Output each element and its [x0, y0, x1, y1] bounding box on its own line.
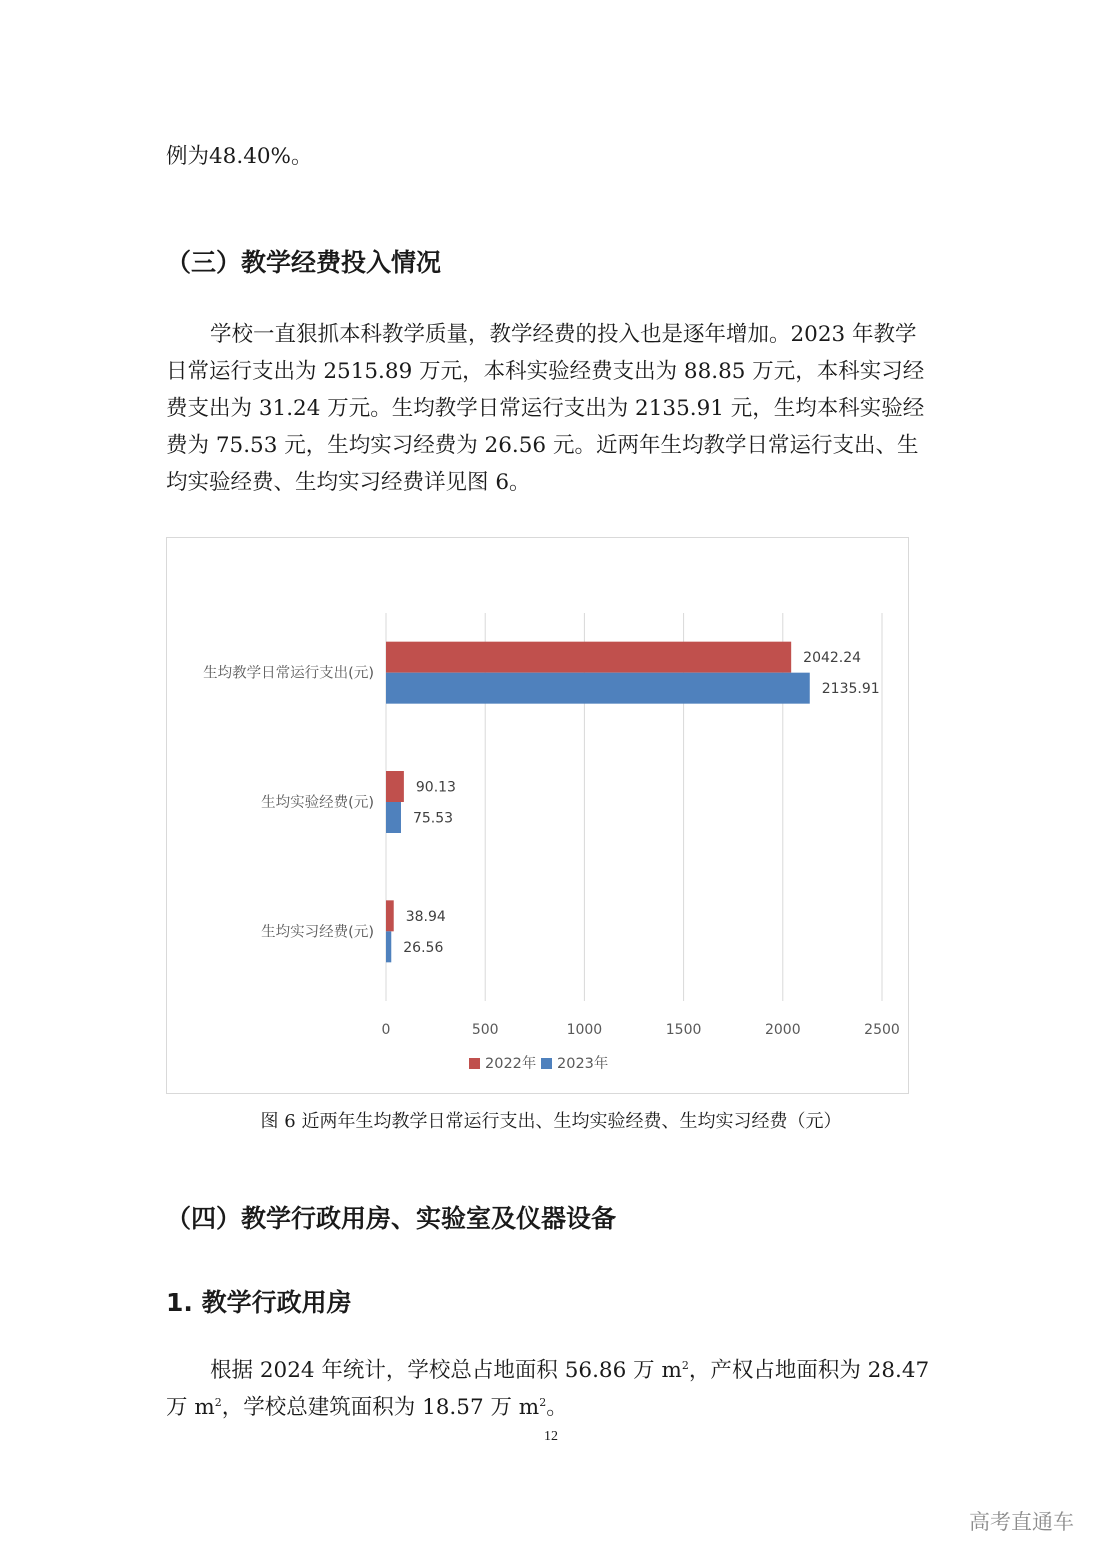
legend-swatch	[541, 1058, 552, 1069]
x-tick-label: 500	[471, 1022, 499, 1038]
section4-heading: （四）教学行政用房、实验室及仪器设备	[166, 1204, 617, 1233]
superscript: 2	[214, 1395, 222, 1409]
category-label: 生均实习经费(元)	[261, 924, 374, 941]
x-tick-label: 1000	[566, 1022, 603, 1038]
section3-paragraph: 学校一直狠抓本科教学质量，教学经费的投入也是逐年增加。2023 年教学日常运行支出为 2515.89 万元，本科实验经费支出为 88.85 万元，本科实习经费支出为 31.24 万元。生均教学日常运行支出为 2135.91 元，生均本科实验经费为 75.53 元，生均实习经费为 26.56 元。近两年生均教学日常运行支出、生均实验经费、生均实习经费详见图 6。	[166, 322, 925, 495]
x-tick-label: 2500	[864, 1022, 900, 1038]
category-label: 生均实验经费(元)	[261, 795, 374, 811]
bar-2022年-2	[386, 900, 394, 931]
bar-2022年-0	[386, 642, 791, 673]
area-text-1: 根据 2024 年统计，学校总占地面积 56.86 万 m	[210, 1358, 682, 1383]
x-tick-label: 1500	[665, 1022, 702, 1038]
legend-label: 2022年	[485, 1056, 537, 1072]
bar-chart	[167, 538, 910, 1095]
legend-swatch	[469, 1058, 480, 1069]
category-label: 生均教学日常运行支出(元)	[203, 665, 374, 682]
watermark: 高考直通车	[969, 1510, 1074, 1534]
superscript: 2	[681, 1358, 689, 1372]
legend-label: 2023年	[557, 1056, 609, 1072]
bar-2023年-1	[386, 802, 401, 833]
area-paragraph	[166, 1352, 936, 1426]
bar-2023年-0	[386, 673, 810, 704]
section3-heading: （三）教学经费投入情况	[166, 248, 442, 277]
area-text-2: ，产权占地面积为 28.47 万 m	[166, 1358, 930, 1420]
data-label: 2135.91	[821, 681, 880, 698]
top-text-line: 例为48.40%。	[166, 144, 313, 169]
bar-2023年-2	[386, 931, 391, 962]
page-number: 12	[544, 1429, 558, 1444]
subsection1-heading: 1. 教学行政用房	[166, 1288, 352, 1317]
chart-container	[166, 537, 909, 1094]
data-label: 90.13	[415, 779, 456, 796]
area-text-3: ，学校总建筑面积为 18.57 万 m	[221, 1395, 540, 1420]
data-label: 26.56	[403, 939, 444, 956]
x-tick-label: 2000	[764, 1022, 801, 1038]
data-label: 38.94	[405, 908, 446, 925]
data-label: 75.53	[412, 810, 454, 827]
area-text-4: 。	[546, 1395, 568, 1420]
superscript: 2	[539, 1395, 547, 1409]
x-tick-label: 0	[381, 1022, 391, 1038]
data-label: 2042.24	[803, 650, 862, 667]
bar-2022年-1	[386, 771, 404, 802]
figure-caption: 图 6 近两年生均教学日常运行支出、生均实验经费、生均实习经费（元）	[260, 1111, 842, 1132]
